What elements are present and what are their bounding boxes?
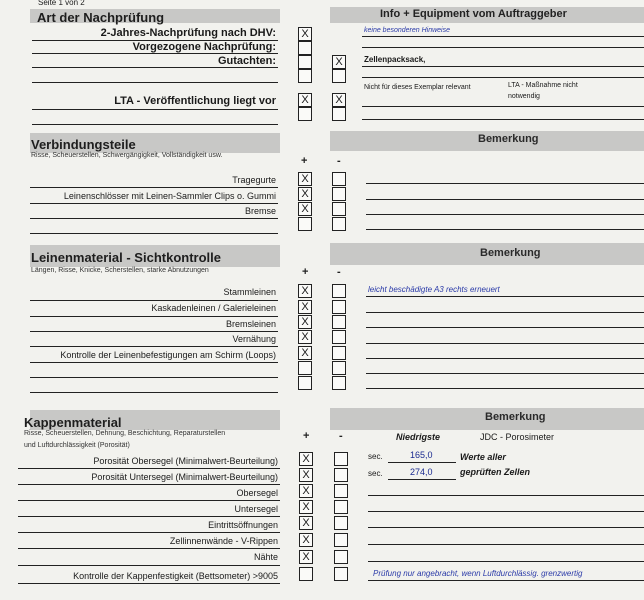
- checkbox-minus[interactable]: [334, 500, 348, 514]
- plus-column-label: +: [301, 155, 308, 167]
- row-label: Bremse: [244, 206, 276, 216]
- checkbox-2-jahres[interactable]: X: [298, 27, 312, 41]
- row-label: Gutachten:: [217, 55, 276, 67]
- checkbox-plus[interactable]: X: [298, 315, 312, 329]
- row-label: Bremsleinen: [225, 319, 276, 329]
- row-label: Leinenschlösser mit Leinen-Sammler Clips o. Gummi: [63, 191, 276, 201]
- porosity-value-obersegel: 165,0: [410, 450, 433, 460]
- row-label: Kontrolle der Leinenbefestigungen am Schirm (Loops): [60, 350, 276, 360]
- jdc-label: JDC - Porosimeter: [480, 432, 555, 442]
- note-zellenpacksack: Zellenpacksack,: [364, 55, 426, 64]
- checkbox-minus[interactable]: [332, 172, 346, 186]
- bemerkung-label: Bemerkung: [480, 247, 541, 259]
- checkbox-plus[interactable]: X: [299, 468, 313, 482]
- plus-column-label: +: [302, 266, 309, 278]
- checkbox-lta[interactable]: X: [298, 93, 312, 107]
- checkbox-empty[interactable]: [298, 69, 312, 83]
- row-label: Stammleinen: [223, 287, 276, 297]
- checkbox-plus[interactable]: X: [299, 516, 313, 530]
- row-label: Kontrolle der Kappenfestigkeit (Bettsometer) >9005: [73, 571, 278, 581]
- note-leinen: leicht beschädigte A3 rechts erneuert: [368, 285, 500, 294]
- checkbox-minus[interactable]: [334, 468, 348, 482]
- checkbox-minus[interactable]: [332, 315, 346, 329]
- checkbox-plus[interactable]: X: [299, 550, 313, 564]
- checkbox-plus[interactable]: [299, 567, 313, 581]
- checkbox-not-relevant[interactable]: X: [332, 93, 346, 107]
- row-label: Untersegel: [234, 504, 278, 514]
- row-label: Eintrittsöffnungen: [208, 520, 278, 530]
- checkbox-plus[interactable]: X: [298, 284, 312, 298]
- niedrigste-label: Niedrigste: [396, 432, 441, 442]
- checkbox-minus[interactable]: [332, 284, 346, 298]
- checkbox-minus[interactable]: [332, 217, 346, 231]
- row-label: Obersegel: [236, 488, 278, 498]
- footnote-porosity: Prüfung nur angebracht, wenn Luftdurchlässig. grenzwertig: [373, 569, 583, 578]
- checkbox-plus[interactable]: X: [298, 330, 312, 344]
- section-subtitle: Risse, Scheuerstellen, Schwergängigkeit, Vollständigkeit usw.: [31, 152, 223, 159]
- row-label: Porosität Untersegel (Minimalwert-Beurteilung): [91, 472, 278, 482]
- bemerkung-label: Bemerkung: [478, 133, 539, 145]
- sec-label: sec.: [368, 452, 383, 461]
- checkbox-plus[interactable]: X: [299, 484, 313, 498]
- checkbox-plus[interactable]: X: [299, 533, 313, 547]
- checkbox-minus[interactable]: [332, 376, 346, 390]
- row-label: Porosität Obersegel (Minimalwert-Beurteilung): [93, 456, 278, 466]
- row-label: Vorgezogene Nachprüfung:: [132, 41, 276, 53]
- row-label: Vernähung: [232, 334, 276, 344]
- row-label: Kaskadenleinen / Galerieleinen: [151, 303, 276, 313]
- minus-column-label: -: [339, 430, 343, 442]
- werte-label: Werte aller: [460, 452, 506, 462]
- checkbox-minus[interactable]: [332, 330, 346, 344]
- checkbox-plus[interactable]: X: [298, 202, 312, 216]
- checkbox-minus[interactable]: [332, 361, 346, 375]
- checkbox-minus[interactable]: [332, 346, 346, 360]
- checkbox-minus[interactable]: [334, 567, 348, 581]
- checkbox-minus[interactable]: [334, 550, 348, 564]
- checkbox-minus[interactable]: [332, 187, 346, 201]
- checkbox-vorgezogene[interactable]: [298, 41, 312, 55]
- lta-measure-label: LTA - Maßnahme nicht notwendig: [508, 82, 578, 100]
- row-label: 2-Jahres-Nachprüfung nach DHV:: [100, 27, 276, 39]
- section-subtitle: und Luftdurchlässigkeit (Porosität): [24, 442, 130, 449]
- checkbox-plus[interactable]: [298, 376, 312, 390]
- checkbox-empty[interactable]: [298, 107, 312, 121]
- checkbox-minus[interactable]: [334, 484, 348, 498]
- minus-column-label: -: [337, 266, 341, 278]
- row-label: Nähte: [253, 552, 278, 562]
- lta-label: LTA - Veröffentlichung liegt vor: [114, 95, 276, 107]
- checkbox-plus[interactable]: X: [298, 172, 312, 186]
- sec-label: sec.: [368, 469, 383, 478]
- checkbox-plus[interactable]: X: [298, 300, 312, 314]
- page-number: Seite 1 von 2: [38, 0, 85, 7]
- section-title-kappenmaterial: Kappenmaterial: [24, 415, 122, 430]
- checkbox-plus[interactable]: X: [298, 346, 312, 360]
- minus-column-label: -: [337, 155, 341, 167]
- row-label: Zellinnenwände - V-Rippen: [169, 536, 278, 546]
- bemerkung-label: Bemerkung: [485, 411, 546, 423]
- checkbox-plus[interactable]: [298, 361, 312, 375]
- plus-column-label: +: [303, 430, 310, 442]
- checkbox-minus[interactable]: [332, 202, 346, 216]
- checkbox-minus[interactable]: [334, 533, 348, 547]
- not-relevant-label: Nicht für dieses Exemplar relevant: [364, 84, 471, 91]
- checkbox-minus[interactable]: [332, 300, 346, 314]
- checkbox-plus[interactable]: X: [298, 187, 312, 201]
- section-title-verbindungsteile: Verbindungsteile: [31, 137, 136, 152]
- checkbox-plus[interactable]: X: [299, 500, 313, 514]
- checkbox-plus[interactable]: X: [299, 452, 313, 466]
- checkbox-empty[interactable]: [332, 107, 346, 121]
- checkbox-gutachten[interactable]: [298, 55, 312, 69]
- checkbox-plus[interactable]: [298, 217, 312, 231]
- checkbox-zellenpacksack[interactable]: X: [332, 55, 346, 69]
- row-label: Tragegurte: [232, 175, 276, 185]
- note-keine-hinweise: keine besonderen Hinweise: [364, 27, 450, 34]
- porosity-value-untersegel: 274,0: [410, 467, 433, 477]
- section-subtitle: Längen, Risse, Knicke, Scherstellen, starke Abnutzungen: [31, 267, 209, 274]
- info-equipment-title: Info + Equipment vom Auftraggeber: [380, 8, 567, 20]
- checkbox-empty[interactable]: [332, 69, 346, 83]
- checkbox-minus[interactable]: [334, 516, 348, 530]
- gepruft-label: geprüften Zellen: [460, 467, 531, 477]
- section-title-art-der-nachpruefung: Art der Nachprüfung: [37, 10, 165, 25]
- section-subtitle: Risse, Scheuerstellen, Dehnung, Beschichtung, Reparaturstellen: [24, 430, 226, 437]
- section-title-leinenmaterial: Leinenmaterial - Sichtkontrolle: [31, 250, 221, 265]
- checkbox-minus[interactable]: [334, 452, 348, 466]
